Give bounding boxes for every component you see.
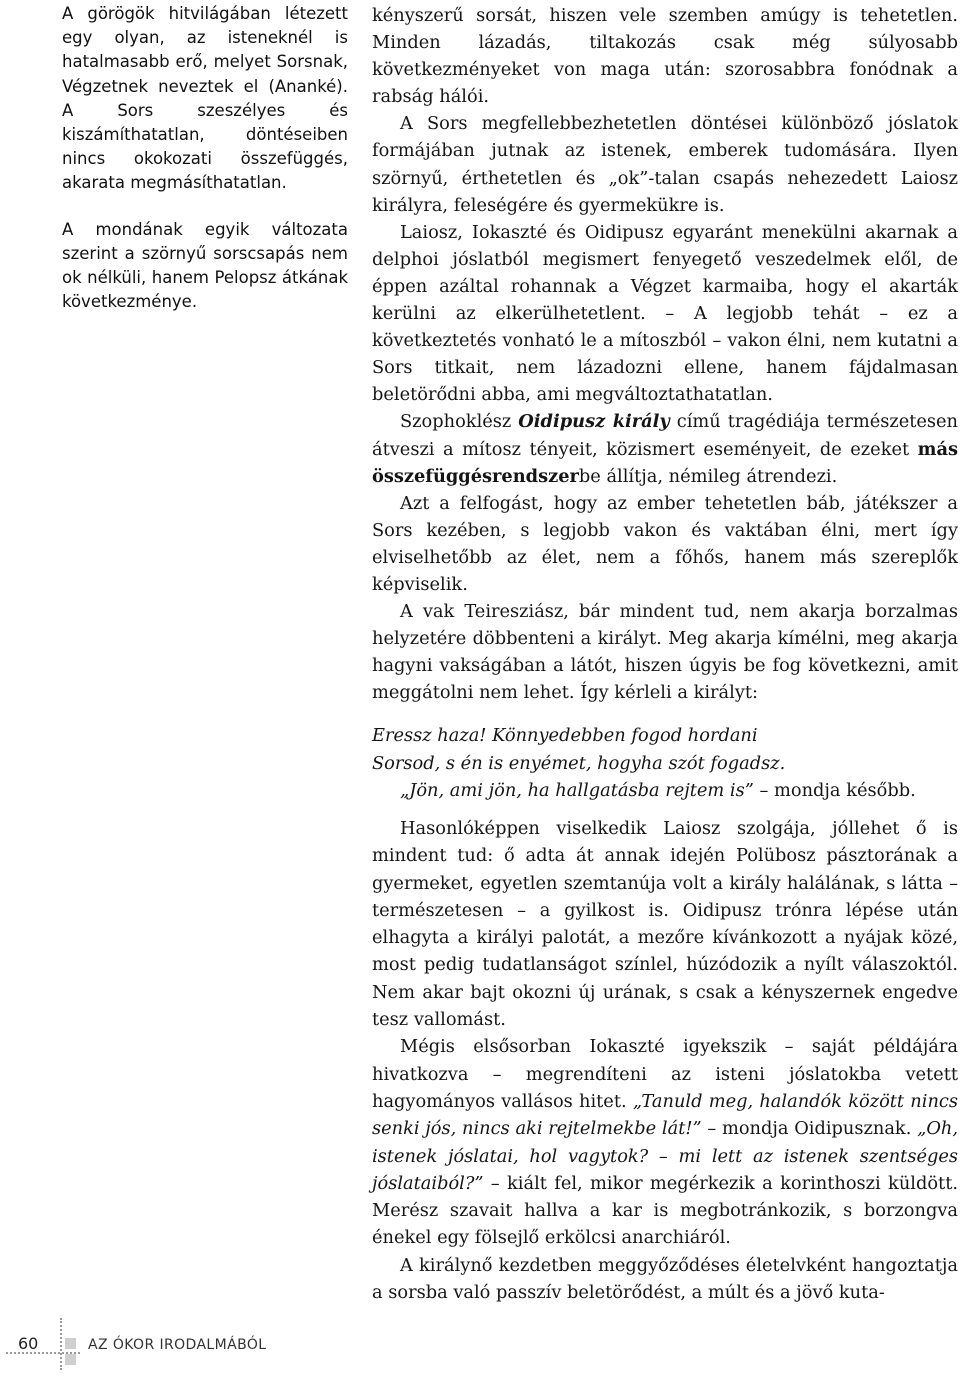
body-paragraph: A vak Teiresziász, bár mindent tud, nem akarja borzalmas helyzetére döbbenteni a királyt. Meg akarja kímélni, meg akarja hagyni vakságában a látót, hiszen úgyis be fog következni, amit meggátolni nem lehet. Így kérleli a királyt:: [372, 601, 958, 704]
quote-line: [372, 777, 958, 804]
body-paragraph: A Sors megfellebbezhetetlen döntései különböző jóslatok formájában jutnak az istenek, emberek tudomására. Ilyen szörnyű, érthetetlen és „ok”-talan csapás nehezedett Laiosz királyra, feleségére és gyermekükre is.: [372, 113, 958, 216]
body-paragraph: Hasonlóképpen viselkedik Laiosz szolgája, jóllehet ő is mindent tud: ő adta át annak idején Polübosz pásztorának a gyermeket, egyetlen szemtanúja volt a király halálának, s látta – természetesen – a gyilkost is. Oidipusz trónra lépése után elhagyta a királyi palotát, a mezőre kívánkozott a nyájak közé, most pedig tudatlanságot színlel, húzódozik a nyílt válaszoktól. Nem akar bajt okozni új urának, s csak a kényszernek engedve tesz vallomást.: [372, 818, 958, 1031]
poem-quote: [372, 722, 958, 776]
page-number: 60: [18, 1334, 39, 1353]
running-head: AZ ÓKOR IRODALMÁBÓL: [88, 1337, 267, 1353]
decorative-square: [65, 1354, 76, 1365]
main-column: [372, 2, 958, 804]
poem-line: Eressz haza! Könnyedebben fogod hordani: [372, 725, 758, 747]
quote-italic: „Tanuld meg, halandók között nincs senki jós, nincs aki rejtelmekbe lát!”: [372, 1090, 958, 1140]
text-run: Mégis elsősorban Iokaszté igyekszik – saját példájára hivatkozva – megrendíteni az isteni jóslatokba vetett hagyományos vallásos hitet.: [372, 1036, 958, 1112]
text-run: – mondja Oidipusznak.: [701, 1118, 918, 1140]
margin-note-paragraph: A mondának egyik változata szerint a szörnyű sorscsapás nem ok nélküli, hanem Pelopsz átkának következménye.: [62, 219, 348, 312]
work-title: Oidipusz király: [518, 411, 670, 433]
text-run: Szophoklész: [400, 411, 519, 433]
decorative-square: [65, 1338, 76, 1349]
body-paragraph: Azt a felfogást, hogy az ember tehetetlen báb, játékszer a Sors kezében, s legjobb vakon és vaktában élni, mert így elviselhetőbb az élet, nem a főhős, hanem más szereplők képviselik.: [372, 492, 958, 595]
margin-note: [62, 2, 348, 336]
dotted-rule-vertical: [60, 1318, 62, 1370]
margin-note-paragraph: A görögök hitvilágában létezett egy olyan, az isteneknél is hatalmasabb erő, melyet Sorsnak, Végzetnek neveztek el (Ananké). A Sors szeszélyes és kiszámíthatatlan, döntéseiben nincs okokozati összefüggés, akarata megmásíthatatlan.: [62, 4, 348, 193]
page-footer: [0, 1318, 960, 1379]
quote-italic: „Oh, istenek jóslatai, hol vagytok? – mi lett az istenek szentséges jóslataiból?”: [372, 1118, 959, 1194]
text-run: – mondja később.: [753, 779, 916, 801]
body-paragraph: [372, 1033, 958, 1251]
body-paragraph: Laiosz, Iokaszté és Oidipusz egyaránt menekülni akarnak a delphoi jóslatból megismert fenyegető veszedelmek elől, de éppen azáltal rohannak a Végzet karmaiba, hogy el akarták kerülni az elkerülhetetlent. – A legjobb tehát – ez a következtetés vonható le a mítoszból – vakon élni, nem kutatni a Sors titkait, nem lázadozni ellene, hanem fájdalmasan beletörődni abba, ami megváltoztathatatlan.: [372, 221, 958, 406]
poem-line: Sorsod, s én is enyémet, hogyha szót fogadsz.: [372, 752, 786, 774]
text-run: be állítja, némileg átrendezi.: [578, 465, 838, 487]
text-run: című tragédiája természetesen átveszi a mítosz tényeit, közismert eseményeit, de ezeket: [372, 411, 958, 460]
body-paragraph: A királynő kezdetben meggyőződéses életelvként hangoztatja a sorsba való passzív beletörődést, a múlt és a jövő kuta-: [372, 1254, 958, 1304]
main-column-continued: [372, 815, 958, 1306]
quote-italic: „Jön, ami jön, ha hallgatásba rejtem is”: [400, 779, 754, 801]
emphasis-bold: más összefüggésrendszer: [372, 438, 958, 487]
body-paragraph: [372, 408, 958, 489]
body-paragraph: kényszerű sorsát, hiszen vele szemben amúgy is tehetetlen. Minden lázadás, tiltakozás csak még súlyosabb következményeket von maga után: szorosabbra fonódnak a rabság hálói.: [372, 5, 958, 108]
text-run: – kiált fel, mikor megérkezik a korinthoszi küldött. Merész szavait hallva a kar is megbotránkozik, s borzongva énekel egy fölsejlő erkölcsi anarchiáról.: [372, 1172, 958, 1249]
